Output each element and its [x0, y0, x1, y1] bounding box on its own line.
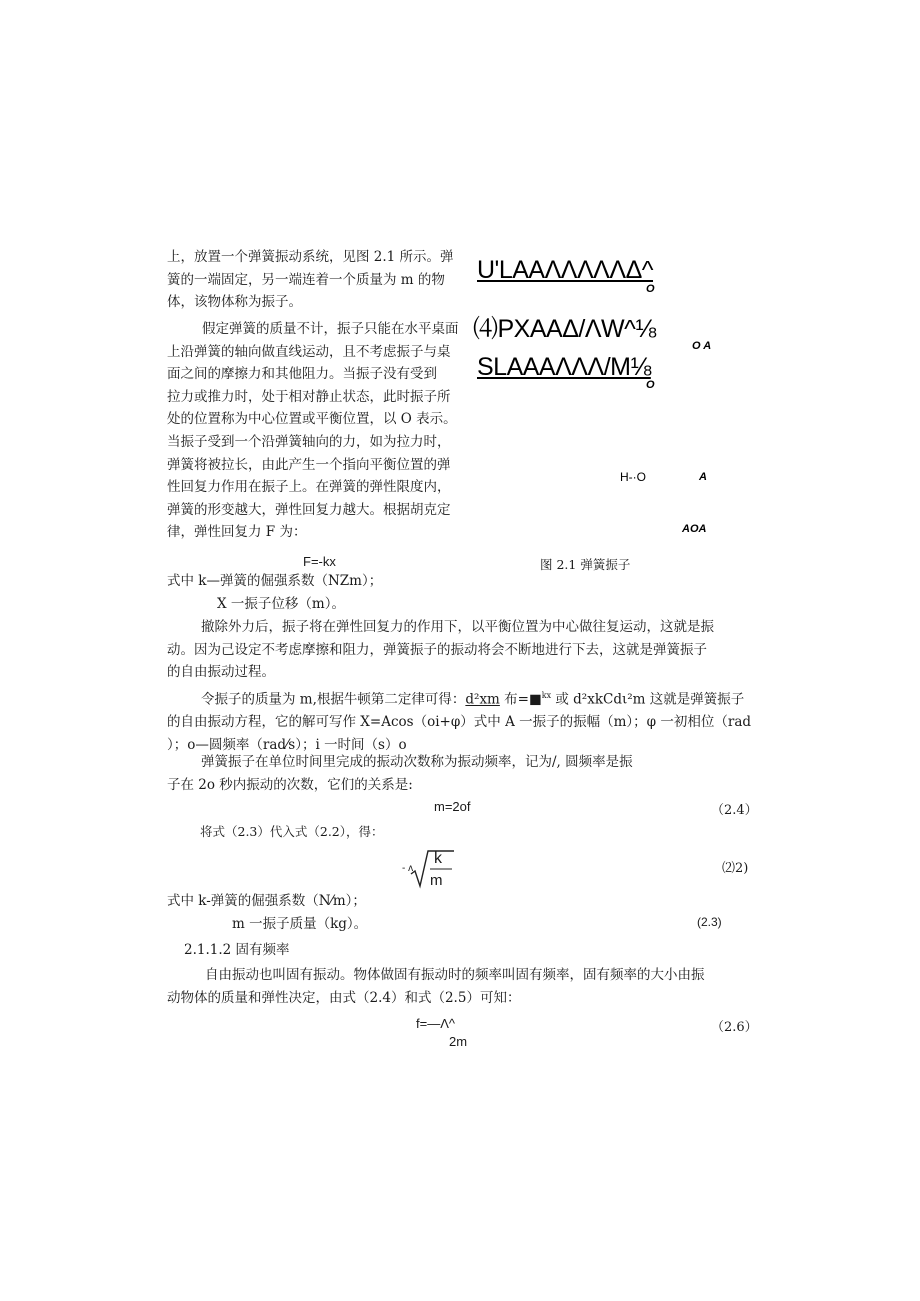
text-line: 处的位置称为中心位置或平衡位置，以 O 表示。 [167, 411, 457, 428]
text-line: 拉力或推力时，处于相对静止状态，此时振子所 [167, 388, 451, 405]
text-line: 弹簧振子在单位时间里完成的振动次数称为振动频率，记为/, 圆频率是振 [201, 754, 633, 770]
paragraph-intro [167, 246, 454, 314]
figure-axis-left: H-·O [620, 470, 646, 484]
text-line: 簧的一端固定，另一端连着一个质量为 m 的物 [167, 271, 445, 288]
k-definition: 式中 k—弹簧的倔强系数（NZm）； [167, 573, 383, 589]
text-line: 自由振动也叫固有振动。物体做固有振动时的频率叫固有频率，固有频率的大小由振 [205, 967, 705, 983]
text-line: 动物体的质量和弹性决定，由式（2.4）和式（2.5）可知： [167, 989, 521, 1006]
text-line: 面之间的摩擦力和其他阻力。当振子没有受到 [167, 366, 437, 383]
newton-formula-underlined: d²xm [465, 691, 500, 708]
figure-label-o2: O [646, 379, 655, 391]
equation-2-4: m=2of [434, 799, 471, 814]
text-line: 上，放置一个弹簧振动系统，见图 2.1 所示。弹 [167, 249, 454, 265]
newton-text: 令振子的质量为 m,根据牛顿第二定律可得： [201, 691, 466, 708]
text-line: 弹簧的形变越大，弹性回复力越大。根据胡克定 [167, 501, 451, 518]
text-line: 当振子受到一个沿弹簧轴向的力，如为拉力时， [167, 433, 451, 450]
figure-axis-aoa: AOA [682, 523, 707, 535]
equation-number-2-6: （2.6） [711, 1020, 758, 1035]
equation-number-2-4: （2.4） [711, 803, 758, 818]
spring-diagram-compressed: SLAAAΛΛΛ/M⅛ [477, 353, 651, 381]
text-line: 上沿弹簧的轴向做直线运动，且不考虑振子与桌 [167, 343, 451, 360]
figure-caption: 图 2.1 弹簧振子 [540, 557, 631, 572]
newton-superscript: kx [541, 691, 552, 700]
text-line: 律，弹性回复力 F 为： [167, 524, 307, 541]
spring-diagram-rest: U'LAAΛΛΛΛΛΔ^ [477, 256, 654, 284]
paragraph-newton [167, 685, 751, 756]
text-line: 体，该物体称为振子。 [167, 294, 302, 311]
paragraph-free-vibration [167, 616, 714, 684]
equation-number-2-3: (2.3) [697, 915, 722, 929]
text-line: 子在 2o 秒内振动的次数，它们的关系是: [167, 776, 413, 793]
newton-formula-part: 布=■ [499, 691, 542, 708]
text-line: 的自由振动方程，它的解可写作 X=Acos（oi+φ）式中 A 一振子的振幅（m）；φ 一初相位（rad [167, 714, 752, 731]
figure-axis-a: A [699, 471, 707, 483]
equation-2-6-bottom: 2m [449, 1034, 468, 1049]
substitution-note: 将式（2.3）代入式（2.2），得： [200, 824, 384, 839]
text-line [167, 685, 751, 711]
spring-diagram-stretched: ⑷PXAAΔ/ΛW^⅛ [473, 315, 656, 343]
figure-label-o: O [646, 283, 655, 295]
sqrt-denominator: m [430, 872, 443, 889]
text-line: 性回复力作用在振子上。在弹簧的弹性限度内， [167, 479, 451, 496]
m-definition: m 一振子质量（kg）。 [232, 916, 368, 932]
section-heading: 2.1.1.2 固有频率 [184, 942, 290, 958]
figure-row-1 [477, 256, 653, 285]
sqrt-numerator: k [434, 850, 442, 867]
sqrt-prefix: - ʌ [402, 863, 414, 874]
paragraph-spring-description [167, 318, 459, 544]
text-line: 弹簧将被拉长，由此产生一个指向平衡位置的弹 [167, 456, 451, 473]
text-line: ）；o—圆频率（rad⁄s）；i 一时间（s）o [167, 736, 407, 753]
x-definition: X 一振子位移（m）。 [217, 596, 345, 612]
equation-hooke: F=-kx [303, 554, 336, 569]
paragraph-frequency [167, 751, 633, 796]
figure-row-3 [477, 353, 651, 382]
text-line: 的自由振动过程。 [167, 664, 275, 681]
equation-2-6-top: f=—Λ^ [416, 1016, 455, 1031]
equation-number-2-2: ⑵2) [722, 861, 749, 876]
paragraph-natural-frequency [167, 964, 705, 1009]
text-line: 假定弹簧的质量不计，振子只能在水平桌面 [202, 321, 459, 337]
text-line: 撤除外力后，振子将在弹性回复力的作用下，以平衡位置为中心做往复运动，这就是振 [201, 619, 714, 635]
k-definition-2: 式中 k-弹簧的倔强系数（N⁄m）； [167, 893, 366, 909]
newton-formula-rest: 或 d²xkCdι²m 这就是弹簧振子 [551, 691, 745, 708]
figure-label-oa: O A [692, 340, 712, 352]
text-line: 动。因为己设定不考虑摩擦和阻力，弹簧振子的振动将会不断地进行下去，这就是弹簧振子 [167, 641, 707, 658]
